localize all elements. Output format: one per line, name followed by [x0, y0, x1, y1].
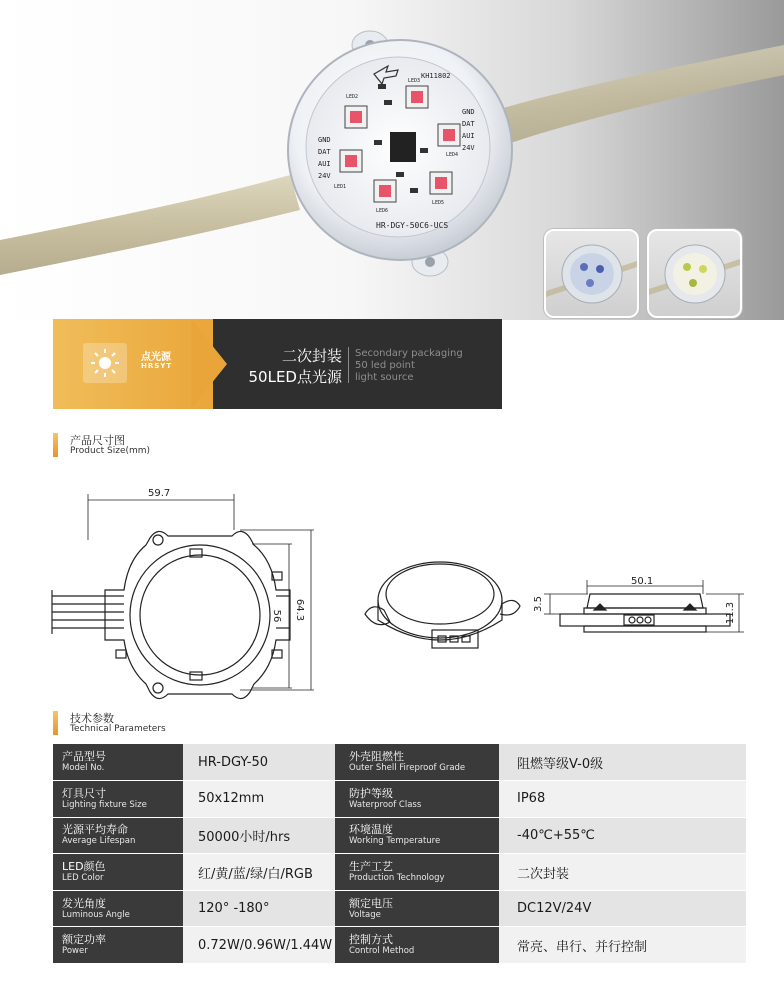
side-view-dimension-lines — [544, 580, 744, 632]
spec-value: 50000小时/hrs — [183, 817, 335, 854]
table-row — [53, 927, 746, 964]
spec-label: 产品型号 Model No. — [53, 744, 183, 781]
spec-value: IP68 — [499, 781, 746, 818]
cable-left — [0, 175, 300, 275]
spec-label: 环境温度 Working Temperature — [335, 817, 499, 854]
pcb-code: KH11802 — [421, 72, 451, 80]
spec-label: 额定功率 Power — [53, 927, 183, 964]
spec-label: 外壳阻燃性 Outer Shell Fireproof Grade — [335, 744, 499, 781]
pcb-led-6: LED6 — [376, 208, 389, 214]
product-size-title-cn: 产品尺寸图 — [70, 434, 125, 447]
spec-value: 0.72W/0.96W/1.44W — [183, 927, 335, 964]
spec-label: 光源平均寿命 Average Lifespan — [53, 817, 183, 854]
pcb-pin-right-1: GND — [462, 108, 475, 116]
thumbnail-1[interactable] — [544, 229, 639, 318]
banner-title-en-3: light source — [355, 372, 414, 383]
pcb-pin-right-4: 24V — [462, 144, 475, 152]
dim-inner: 56 — [271, 609, 282, 623]
spec-value: DC12V/24V — [499, 890, 746, 927]
pcb-led-1: LED1 — [334, 184, 347, 190]
spec-value: -40℃+55℃ — [499, 817, 746, 854]
table-row — [53, 817, 746, 854]
logo-text-cn: 点光源 — [141, 352, 171, 363]
table-row — [53, 744, 746, 781]
logo-text-en: HRSYT — [141, 362, 173, 370]
spec-label: 发光角度 Luminous Angle — [53, 890, 183, 927]
technical-parameters-title-cn: 技术参数 — [70, 712, 114, 725]
banner-title-cn-2: 50LED点光源 — [248, 368, 342, 386]
pcb-led-5: LED5 — [432, 200, 445, 206]
pcb-model: HR-DGY-50C6-UCS — [376, 221, 449, 230]
top-view-drawing — [52, 531, 290, 698]
banner-divider — [348, 347, 349, 383]
dim-cap-height: 3.5 — [533, 596, 544, 612]
spec-label: 生产工艺 Production Technology — [335, 854, 499, 891]
heading-accent-bar — [53, 711, 58, 735]
banner-logo-panel — [53, 319, 213, 409]
dimension-drawings — [0, 470, 784, 710]
pcb-led-2: LED2 — [346, 94, 359, 100]
spec-value: HR-DGY-50 — [183, 744, 335, 781]
banner-title-en-2: 50 led point — [355, 360, 415, 371]
banner-title-en-1: Secondary packaging — [355, 348, 463, 359]
dim-side-height: 11.3 — [725, 601, 736, 625]
spec-value: 阻燃等级V-0级 — [499, 744, 746, 781]
spec-label: 防护等级 Waterproof Class — [335, 781, 499, 818]
pcb-pin-right-2: DAT — [462, 120, 475, 128]
banner-title-cn-1: 二次封装 — [281, 347, 342, 365]
spec-label: 额定电压 Voltage — [335, 890, 499, 927]
cable-right — [480, 45, 784, 150]
spec-value: 常亮、串行、并行控制 — [499, 927, 746, 964]
spec-table — [53, 744, 746, 964]
technical-parameters-title-en: Technical Parameters — [70, 724, 166, 734]
spec-value: 红/黄/蓝/绿/白/RGB — [183, 854, 335, 891]
isometric-view-drawing — [365, 562, 520, 648]
pcb-led-3: LED3 — [408, 78, 421, 84]
product-size-title-en: Product Size(mm) — [70, 446, 151, 456]
thumbnail-2[interactable] — [647, 229, 742, 318]
product-banner — [53, 319, 502, 409]
dim-width: 59.7 — [148, 488, 171, 499]
pcb-led-4: LED4 — [446, 152, 459, 158]
banner-arrow-shape — [191, 319, 227, 409]
dim-total: 64.3 — [294, 598, 305, 622]
spec-value: 50x12mm — [183, 781, 335, 818]
dim-side-width: 50.1 — [631, 576, 654, 587]
pcb-pin-right-3: AUI — [462, 132, 475, 140]
table-row — [53, 890, 746, 927]
spec-label: 控制方式 Control Method — [335, 927, 499, 964]
top-view-dimension-lines — [88, 494, 314, 690]
heading-accent-bar — [53, 433, 58, 457]
table-row — [53, 854, 746, 891]
pcb-pin-left-2: DAT — [318, 148, 331, 156]
pcb-pin-left-1: GND — [318, 136, 331, 144]
spec-value: 二次封装 — [499, 854, 746, 891]
sun-logo-icon — [83, 343, 127, 383]
product-photo — [0, 0, 784, 320]
pcb-pin-left-4: 24V — [318, 172, 331, 180]
pcb-pin-left-3: AUI — [318, 160, 331, 168]
spec-label: 灯具尺寸 Lighting fixture Size — [53, 781, 183, 818]
side-view-drawing — [560, 594, 730, 632]
table-row — [53, 781, 746, 818]
spec-label: LED颜色 LED Color — [53, 854, 183, 891]
spec-value: 120° -180° — [183, 890, 335, 927]
